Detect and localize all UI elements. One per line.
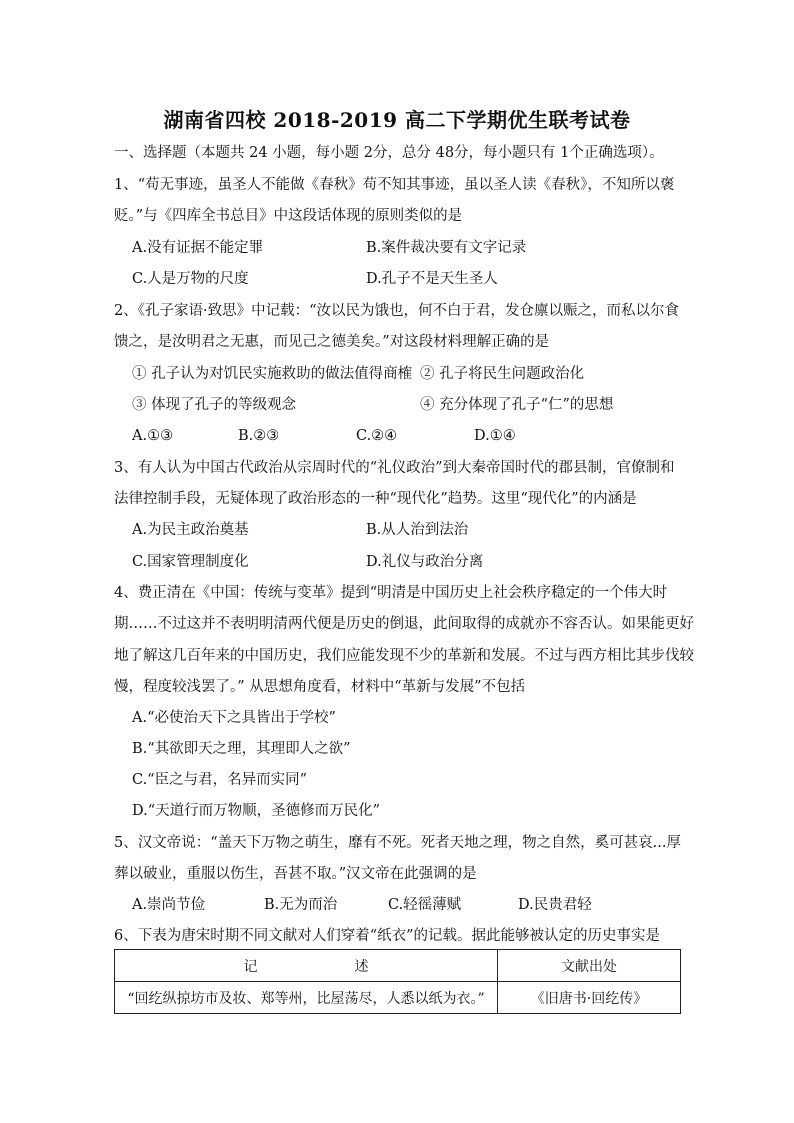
q3-option-a: A.为民主政治奠基 bbox=[132, 522, 249, 538]
q4-stem-line4: 慢，程度较浅罢了。” 从思想角度看，材料中“革新与发展”不包括 bbox=[114, 679, 526, 695]
q2-statement-1: ① 孔子认为对饥民实施救助的做法值得商榷 bbox=[132, 366, 413, 382]
q2-stem-line2: 馈之，是汝明君之无惠，而见己之德美矣。”对这段材料理解正确的是 bbox=[114, 334, 550, 350]
q6-stem-line1: 6、下表为唐宋时期不同文献对人们穿着“纸衣”的记载。据此能够被认定的历史事实是 bbox=[114, 928, 661, 944]
q2-option-c: C.②④ bbox=[356, 428, 398, 444]
q2-statement-4: ④ 充分体现了孔子“仁”的思想 bbox=[420, 397, 614, 413]
q1-option-c: C.人是万物的尺度 bbox=[132, 271, 249, 287]
q1-stem-line1: 1、“苟无事迹，虽圣人不能做《春秋》苟不知其事迹，虽以圣人读《春秋》，不知所以褒 bbox=[114, 177, 675, 193]
q4-option-d: D.“天道行而万物顺，圣德修而万民化” bbox=[132, 803, 381, 819]
q4-option-a: A.“必使治天下之具皆出于学校” bbox=[132, 710, 336, 726]
q3-stem-line2: 法律控制手段，无疑体现了政治形态的一种“现代化”趋势。这里“现代化”的内涵是 bbox=[114, 491, 637, 507]
q2-option-b: B.②③ bbox=[238, 428, 280, 444]
q2-statement-2: ② 孔子将民生问题政治化 bbox=[420, 366, 585, 382]
q3-option-c: C.国家管理制度化 bbox=[132, 554, 249, 570]
q1-option-b: B.案件裁决要有文字记录 bbox=[366, 240, 527, 256]
table-header-record-char1: 记 bbox=[243, 958, 258, 975]
q6-table bbox=[114, 949, 681, 1014]
q5-stem-line1: 5、汉文帝说：“盖天下万物之萌生，靡有不死。死者天地之理，物之自然，奚可甚哀...厚 bbox=[114, 835, 681, 851]
q2-statement-3: ③ 体现了孔子的等级观念 bbox=[132, 397, 297, 413]
table-header-source: 文献出处 bbox=[498, 950, 681, 982]
table-header-row bbox=[115, 950, 681, 982]
table-cell-record: “回纥纵掠坊市及妆、郑等州，比屋荡尽，人悉以纸为衣。” bbox=[115, 982, 498, 1014]
q4-stem-line3: 地了解这几百年来的中国历史，我们应能发现不少的革新和发展。不过与西方相比其步伐较 bbox=[114, 648, 694, 664]
section-heading: 一、选择题（本题共 24 小题，每小题 2分，总分 48分，每小题只有 1个正确选项）。 bbox=[114, 145, 664, 161]
q5-option-a: A.崇尚节俭 bbox=[132, 897, 206, 913]
q5-option-c: C.轻徭薄赋 bbox=[388, 897, 462, 913]
q2-option-a: A.①③ bbox=[132, 428, 174, 444]
q5-option-d: D.民贵君轻 bbox=[518, 897, 592, 913]
q3-option-b: B.从人治到法治 bbox=[366, 522, 469, 538]
q3-option-d: D.礼仪与政治分离 bbox=[366, 554, 484, 570]
q4-stem-line2: 期……不过这并不表明明清两代便是历史的倒退，此间取得的成就亦不容否认。如果能更好 bbox=[114, 616, 694, 632]
table-header-record-char2: 述 bbox=[354, 958, 369, 975]
q5-option-b: B.无为而治 bbox=[264, 897, 338, 913]
page-title: 湖南省四校 2018-2019 高二下学期优生联考试卷 bbox=[163, 108, 631, 132]
table-cell-source: 《旧唐书·回纥传》 bbox=[498, 982, 681, 1014]
q5-stem-line2: 葬以破业，重服以伤生，吾甚不取。”汉文帝在此强调的是 bbox=[114, 866, 477, 882]
q3-stem-line1: 3、有人认为中国古代政治从宗周时代的“礼仪政治”到大秦帝国时代的郡县制，官僚制和 bbox=[114, 460, 675, 476]
q1-stem-line2: 贬。”与《四库全书总目》中这段话体现的原则类似的是 bbox=[114, 208, 463, 224]
table-header-record bbox=[115, 950, 498, 982]
q2-stem-line1: 2、《孔子家语·致思》中记载：“汝以民为饿也，何不白于君，发仓廪以赈之，而私以尔食 bbox=[114, 303, 679, 319]
q4-option-c: C.“臣之与君，名异而实同” bbox=[132, 772, 308, 788]
q4-stem-line1: 4、费正清在《中国：传统与变革》提到“明清是中国历史上社会秩序稳定的一个伟大时 bbox=[114, 585, 668, 601]
q2-option-d: D.①④ bbox=[474, 428, 516, 444]
q1-option-d: D.孔子不是天生圣人 bbox=[366, 271, 498, 287]
q4-option-b: B.“其欲即天之理，其理即人之欲” bbox=[132, 741, 351, 757]
q1-option-a: A.没有证据不能定罪 bbox=[132, 240, 264, 256]
table-row bbox=[115, 982, 681, 1014]
